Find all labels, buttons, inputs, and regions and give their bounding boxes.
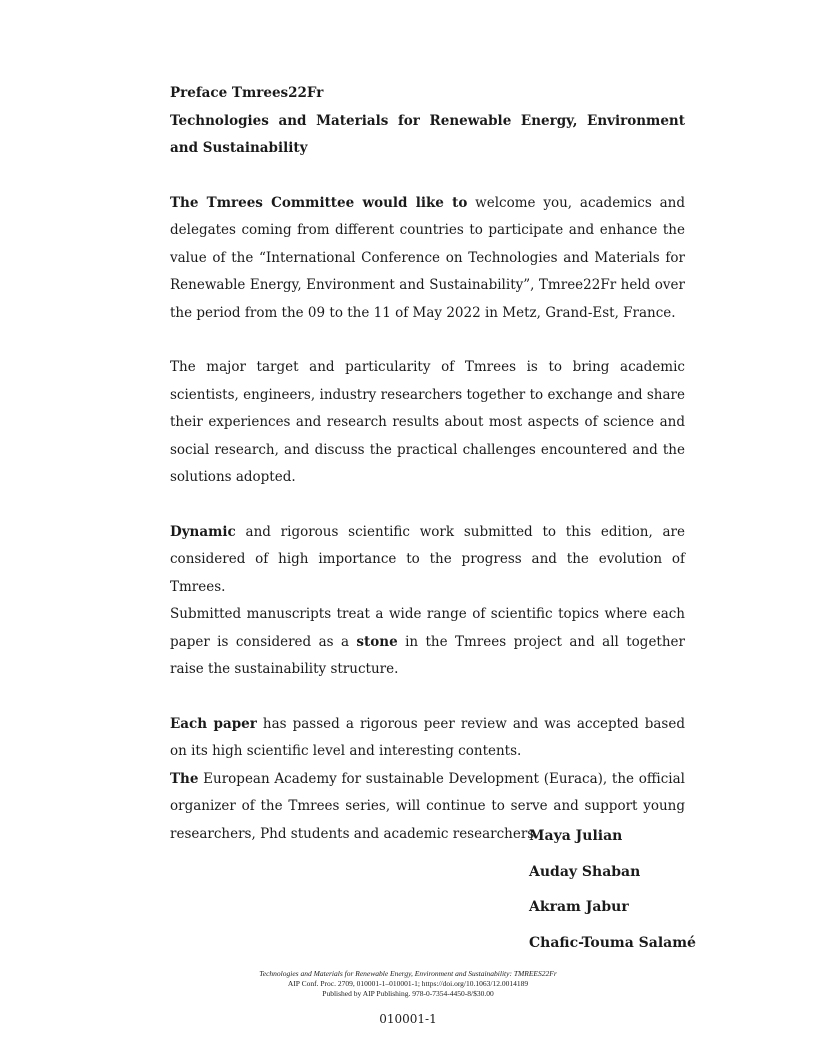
paragraph-welcome	[170, 190, 685, 328]
paragraph-euraca-text: European Academy for sustainable Development (Euraca), the official organizer of the Tmrees series, will continue to serve and support young researchers, Phd students and academic researchers.	[170, 770, 685, 842]
paragraph-manuscripts-stone: stone	[356, 633, 398, 650]
signature-name: Chafic-Touma Salamé	[529, 934, 696, 951]
paragraph-dynamic	[170, 519, 685, 602]
preface-title: Preface Tmrees22Fr	[170, 85, 324, 101]
publication-footer	[0, 969, 816, 999]
paragraph-manuscripts-text-b: in the Tmrees project and all together raise the sustainability structure.	[170, 633, 685, 677]
paragraph-manuscripts-text-a: Submitted manuscripts treat a wide range of scientific topics where each paper is considered as a	[170, 606, 685, 650]
paragraph-peer-review	[170, 711, 685, 766]
paragraph-peer-review-lead: Each paper	[170, 715, 257, 732]
preface-body	[170, 80, 685, 848]
page-number: 010001-1	[379, 1012, 437, 1026]
signature-block	[529, 819, 696, 961]
paragraph-welcome-text: welcome you, academics and delegates coming from different countries to participate and enhance the value of the “International Conference on Technologies and Materials for Renewable Energy, Environment and Sustainability”, Tmree22Fr held over the period from the 09 to the 11 of May 2022 in Metz, Grand-Est, France.	[170, 194, 685, 321]
paragraph-dynamic-lead: Dynamic	[170, 523, 236, 540]
signature-name: Auday Shaban	[529, 863, 641, 880]
footer-publisher: Published by AIP Publishing. 978-0-7354-4450-8/$30.00	[322, 989, 494, 998]
paragraph-euraca-lead: The	[170, 770, 199, 787]
paragraph-target: The major target and particularity of Tmrees is to bring academic scientists, engineers, industry researchers together to exchange and share their experiences and research results about most aspects of science and social research, and discuss the practical challenges encountered and the solutions adopted.	[170, 359, 685, 485]
footer-proceedings-title: Technologies and Materials for Renewable Energy, Environment and Sustainability: TMREES22Fr	[259, 969, 557, 978]
paragraph-manuscripts	[170, 601, 685, 684]
signature-name: Akram Jabur	[529, 899, 629, 915]
signature-name: Maya Julian	[529, 828, 623, 844]
footer-citation: AIP Conf. Proc. 2709, 010001-1–010001-1; https://doi.org/10.1063/12.0014189	[287, 979, 529, 988]
paragraph-dynamic-text: and rigorous scientific work submitted to this edition, are considered of high importance to the progress and the evolution of Tmrees.	[170, 523, 685, 595]
preface-subtitle: Technologies and Materials for Renewable Energy, Environment and Sustainability	[170, 112, 685, 156]
paragraph-peer-review-text: has passed a rigorous peer review and was accepted based on its high scientific level and interesting contents.	[170, 715, 685, 759]
paragraph-welcome-lead: The Tmrees Committee would like to	[170, 194, 468, 211]
